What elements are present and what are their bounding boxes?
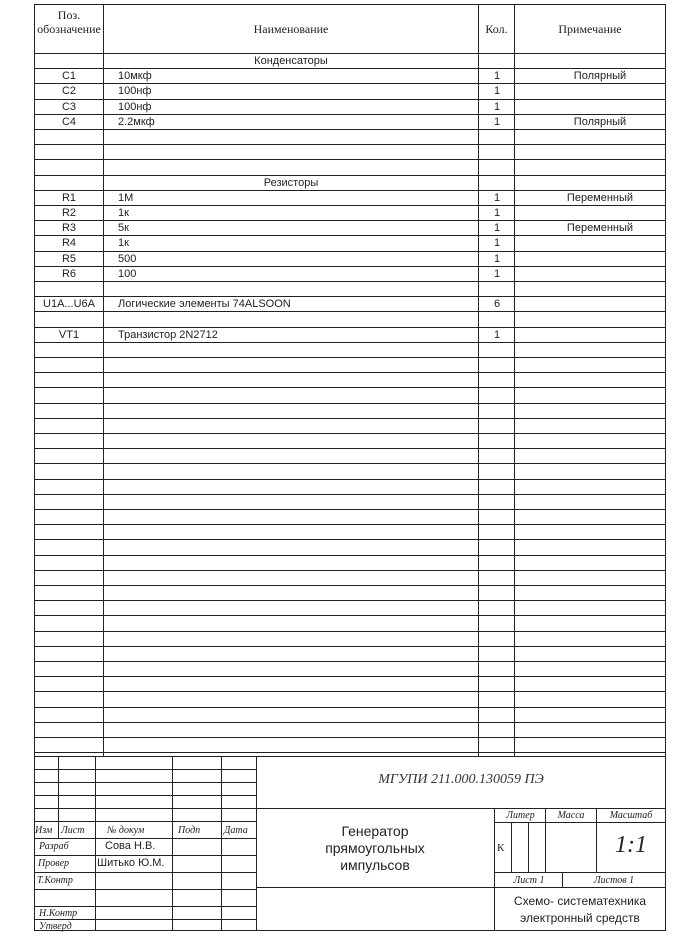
row-line xyxy=(34,676,666,677)
row-line xyxy=(34,615,666,616)
table-row xyxy=(0,253,681,267)
table-row xyxy=(0,313,681,327)
prover-name: Шитько Ю.М. xyxy=(97,857,165,869)
razrab-label: Разраб xyxy=(39,841,69,852)
list-label: Лист 1 xyxy=(513,875,545,886)
row-name: 1М xyxy=(118,192,134,204)
table-row xyxy=(0,101,681,115)
utverd-label: Утверд xyxy=(39,921,72,932)
row-qty: 1 xyxy=(493,70,501,82)
col-izm-label: Изм xyxy=(35,825,53,836)
row-line xyxy=(34,99,666,100)
row-name: 100 xyxy=(118,268,137,280)
table-row xyxy=(0,192,681,206)
row-note: Полярный xyxy=(573,116,627,128)
row-line xyxy=(34,600,666,601)
row-qty: 1 xyxy=(493,192,501,204)
row-line xyxy=(34,479,666,480)
table-row xyxy=(0,298,681,312)
header-name: Наименование xyxy=(253,22,329,36)
row-line xyxy=(34,357,666,358)
row-line xyxy=(34,661,666,662)
frame-top xyxy=(34,4,666,5)
row-line xyxy=(34,539,666,540)
row-qty: 1 xyxy=(493,101,501,113)
row-qty: 1 xyxy=(493,268,501,280)
nkontr-label: Н.Контр xyxy=(39,908,78,919)
row-note: Полярный xyxy=(573,70,627,82)
row-name: 2.2мкф xyxy=(118,116,155,128)
row-line xyxy=(34,752,666,753)
row-qty: 1 xyxy=(493,222,501,234)
row-line xyxy=(34,570,666,571)
row-name: Транзистор 2N2712 xyxy=(118,329,218,341)
row-pos: VT1 xyxy=(58,329,80,341)
row-line xyxy=(34,463,666,464)
header-qty: Кол. xyxy=(485,22,508,36)
row-line xyxy=(34,327,666,328)
table-row xyxy=(0,222,681,236)
row-qty: 1 xyxy=(493,253,501,265)
table-row xyxy=(0,85,681,99)
masshtab-label: Масштаб xyxy=(609,810,653,821)
table-row xyxy=(0,268,681,282)
razrab-name: Сова Н.В. xyxy=(105,840,156,852)
section-heading: Резисторы xyxy=(263,177,319,189)
table-row xyxy=(0,70,681,84)
row-line xyxy=(34,418,666,419)
row-qty: 6 xyxy=(493,298,501,310)
frame-bottom xyxy=(34,930,666,931)
row-name: 10мкф xyxy=(118,70,152,82)
header-pos: Поз. обозначение xyxy=(37,8,101,36)
row-note: Переменный xyxy=(566,222,634,234)
row-line xyxy=(34,494,666,495)
table-row xyxy=(0,55,681,69)
row-name: 5к xyxy=(118,222,129,234)
row-qty: 1 xyxy=(493,207,501,219)
row-line xyxy=(34,509,666,510)
row-line xyxy=(34,691,666,692)
row-pos: C3 xyxy=(61,101,77,113)
table-row xyxy=(0,207,681,221)
row-line xyxy=(34,372,666,373)
row-pos: R1 xyxy=(61,192,77,204)
row-qty: 1 xyxy=(493,237,501,249)
header-bottom-line xyxy=(34,53,666,54)
row-pos: R3 xyxy=(61,222,77,234)
row-name: 1к xyxy=(118,237,129,249)
row-pos: R5 xyxy=(61,253,77,265)
row-line xyxy=(34,631,666,632)
row-line xyxy=(34,448,666,449)
row-pos: C2 xyxy=(61,85,77,97)
row-pos: U1A...U6A xyxy=(43,298,95,310)
listov-label: Листов 1 xyxy=(593,875,635,886)
document-title: Генератор прямоугольных импульсов xyxy=(325,823,425,873)
row-note: Переменный xyxy=(566,192,634,204)
table-row xyxy=(0,131,681,145)
row-line xyxy=(34,524,666,525)
row-qty: 1 xyxy=(493,85,501,97)
row-qty: 1 xyxy=(493,329,501,341)
row-line xyxy=(34,585,666,586)
row-name: 1к xyxy=(118,207,129,219)
table-row xyxy=(0,146,681,160)
row-line xyxy=(34,433,666,434)
table-row xyxy=(0,116,681,130)
row-pos: R4 xyxy=(61,237,77,249)
section-heading: Конденсаторы xyxy=(254,55,328,67)
row-name: Логические элементы 74ALSOON xyxy=(118,298,291,310)
row-line xyxy=(34,251,666,252)
massa-label: Масса xyxy=(557,810,585,821)
col-podp-label: Подп xyxy=(178,825,201,836)
row-pos: R6 xyxy=(61,268,77,280)
liter-label: Литер xyxy=(506,810,535,821)
row-name: 100нф xyxy=(118,85,152,97)
row-qty: 1 xyxy=(493,116,501,128)
row-pos: C4 xyxy=(61,116,77,128)
row-line xyxy=(34,403,666,404)
row-name: 100нф xyxy=(118,101,152,113)
organization: Схемо- систематехника электронный средств xyxy=(513,894,647,925)
table-row xyxy=(0,177,681,191)
row-pos: C1 xyxy=(61,70,77,82)
prover-label: Провер xyxy=(38,858,70,869)
row-pos: R2 xyxy=(61,207,77,219)
row-line xyxy=(34,555,666,556)
row-name: 500 xyxy=(118,253,137,265)
table-row xyxy=(0,237,681,251)
table-row xyxy=(0,283,681,297)
row-line xyxy=(34,707,666,708)
doc-code: МГУПИ 211.000.130059 ПЭ xyxy=(378,772,544,787)
row-line xyxy=(34,175,666,176)
row-line xyxy=(34,737,666,738)
table-row xyxy=(0,161,681,175)
tkontr-label: Т.Контр xyxy=(37,875,73,886)
col-data-label: Дата xyxy=(224,825,248,836)
table-row xyxy=(0,329,681,343)
row-line xyxy=(34,646,666,647)
row-line xyxy=(34,722,666,723)
header-note: Примечание xyxy=(558,22,622,36)
liter-value: К xyxy=(497,842,505,854)
col-list-label: Лист xyxy=(61,825,85,836)
row-line xyxy=(34,387,666,388)
scale-value: 1:1 xyxy=(615,832,647,858)
col-docum-label: № докум xyxy=(107,825,145,836)
